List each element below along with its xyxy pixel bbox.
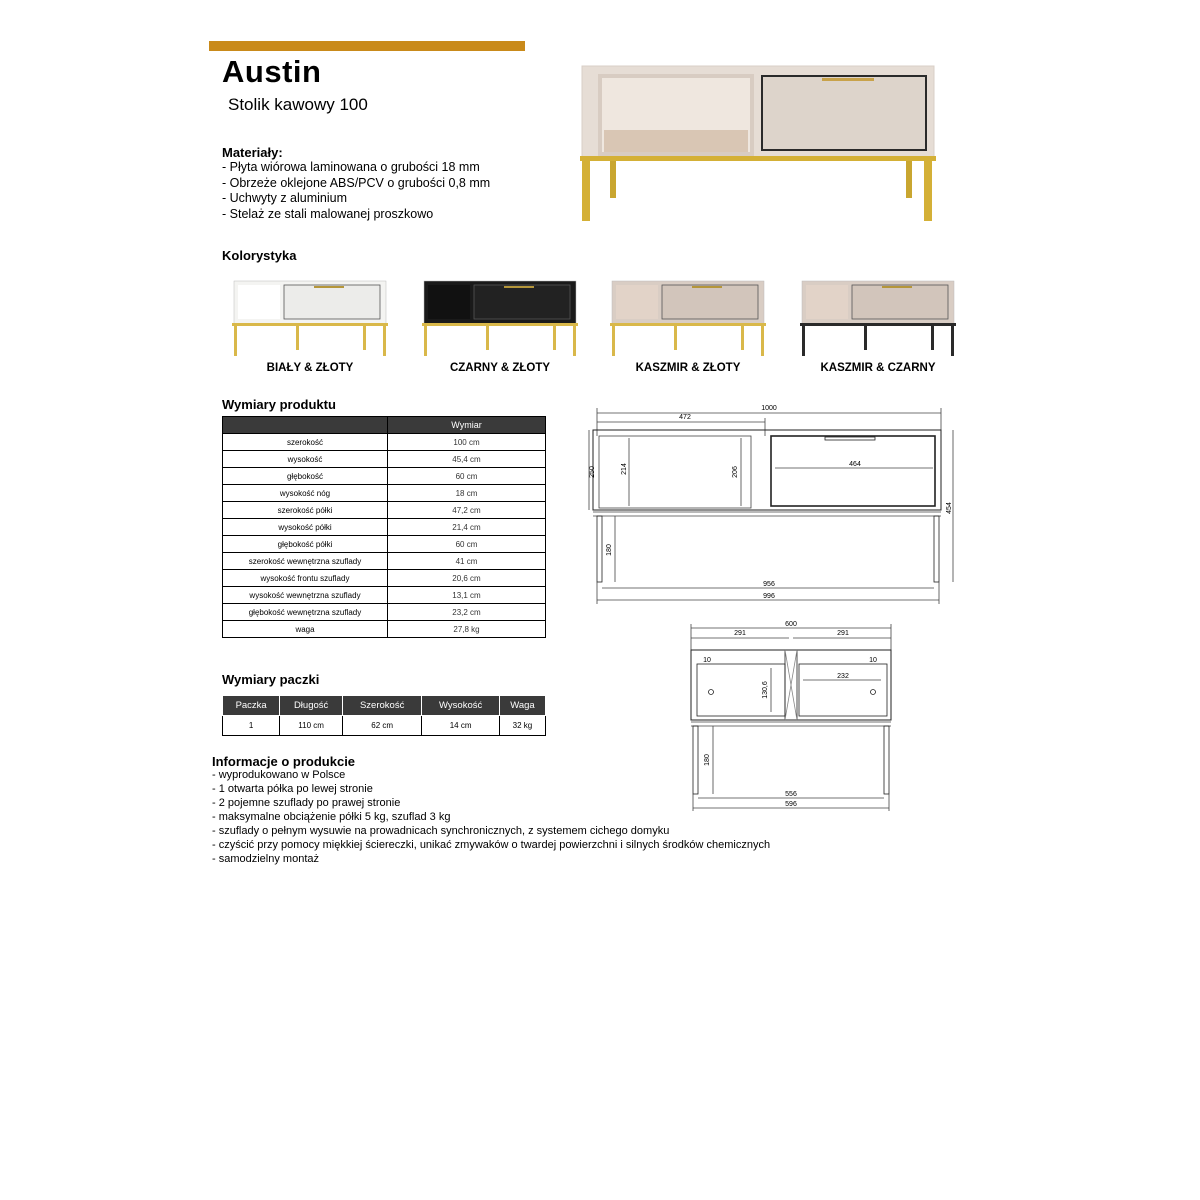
color-variant-image <box>420 275 580 357</box>
page-title: Austin <box>222 54 322 89</box>
dim-value-cell: 18 cm <box>388 485 546 502</box>
product-dims-table <box>222 416 546 638</box>
color-variant-label: BIAŁY & ZŁOTY <box>266 362 354 374</box>
materials-list <box>222 160 490 222</box>
accent-bar <box>209 41 525 51</box>
pkg-cell: 110 cm <box>280 716 343 736</box>
dim-drawer-width: 464 <box>849 461 861 468</box>
table-row <box>223 485 546 502</box>
dim-label-cell: głębokość wewnętrzna szuflady <box>223 604 388 621</box>
info-item: - 1 otwarta półka po lewej stronie <box>212 783 373 795</box>
pkg-header-width: Szerokość <box>342 696 421 716</box>
pkg-header-length: Długość <box>280 696 343 716</box>
dim-label-cell: waga <box>223 621 388 638</box>
table-row <box>223 604 546 621</box>
dim-value-cell: 13,1 cm <box>388 587 546 604</box>
dim-depth: 600 <box>785 621 797 628</box>
pkg-header-package: Paczka <box>223 696 280 716</box>
info-item: - wyprodukowano w Polsce <box>212 769 346 781</box>
dim-gap-left: 10 <box>703 657 711 664</box>
colors-heading: Kolorystyka <box>222 248 297 263</box>
dim-body-height: 250 <box>589 466 596 478</box>
color-variant-image <box>798 275 958 357</box>
table-header-value: Wymiar <box>388 417 546 434</box>
dim-label-cell: wysokość nóg <box>223 485 388 502</box>
info-item: - 2 pojemne szuflady po prawej stronie <box>212 797 401 809</box>
dim-drawer-depth: 232 <box>837 673 849 680</box>
info-heading: Informacje o produkcie <box>212 754 356 769</box>
dim-value-cell: 100 cm <box>388 434 546 451</box>
pkg-cell: 32 kg <box>499 716 545 736</box>
dim-leg-height-side: 180 <box>704 754 711 766</box>
dim-value-cell: 23,2 cm <box>388 604 546 621</box>
info-item: - samodzielny montaż <box>212 853 319 865</box>
dim-label-cell: wysokość <box>223 451 388 468</box>
dim-inner-leg-span: 956 <box>763 581 775 588</box>
dim-value-cell: 47,2 cm <box>388 502 546 519</box>
dim-outer-leg-span: 996 <box>763 593 775 600</box>
pkg-cell: 62 cm <box>342 716 421 736</box>
dim-value-cell: 21,4 cm <box>388 519 546 536</box>
product-dims-heading: Wymiary produktu <box>222 397 336 412</box>
pkg-header-weight: Waga <box>499 696 545 716</box>
dim-value-cell: 60 cm <box>388 468 546 485</box>
dim-label-cell: szerokość półki <box>223 502 388 519</box>
info-item: - maksymalne obciążenie półki 5 kg, szuflad 3 kg <box>212 811 451 823</box>
dim-label-cell: szerokość <box>223 434 388 451</box>
dim-drawer-height-side: 130,6 <box>762 681 769 699</box>
table-row <box>223 519 546 536</box>
table-row <box>223 587 546 604</box>
dim-label-cell: wysokość wewnętrzna szuflady <box>223 587 388 604</box>
table-row <box>223 553 546 570</box>
dim-outer-leg-span-side: 596 <box>785 801 797 808</box>
dim-half-right: 291 <box>837 630 849 637</box>
dim-half-left: 291 <box>734 630 746 637</box>
table-row <box>223 451 546 468</box>
dim-value-cell: 20,6 cm <box>388 570 546 587</box>
package-dims-heading: Wymiary paczki <box>222 672 320 687</box>
dim-value-cell: 45,4 cm <box>388 451 546 468</box>
color-variant-image <box>230 275 390 357</box>
materials-heading: Materiały: <box>222 145 283 160</box>
dim-shelf-width: 472 <box>679 414 691 421</box>
dim-inner-leg-span-side: 556 <box>785 791 797 798</box>
table-header-empty <box>223 417 388 434</box>
info-item: - czyścić przy pomocy miękkiej ściereczki, unikać zmywaków o twardej powierzchni i silnych środków chemicznych <box>212 839 771 851</box>
product-hero-image <box>578 64 938 224</box>
pkg-cell: 1 <box>223 716 280 736</box>
dim-label-cell: szerokość wewnętrzna szuflady <box>223 553 388 570</box>
table-row <box>223 570 546 587</box>
page-subtitle: Stolik kawowy 100 <box>228 95 368 114</box>
dim-gap-right: 10 <box>869 657 877 664</box>
materials-item: - Stelaż ze stali malowanej proszkowo <box>222 206 434 221</box>
color-variant-label: CZARNY & ZŁOTY <box>449 362 551 374</box>
materials-item: - Uchwyty z aluminium <box>222 191 348 205</box>
table-row <box>223 502 546 519</box>
pkg-cell: 14 cm <box>422 716 500 736</box>
dim-label-cell: głębokość półki <box>223 536 388 553</box>
table-row <box>223 468 546 485</box>
dim-total-width: 1000 <box>761 405 777 412</box>
color-variant-label: KASZMIR & CZARNY <box>820 362 936 374</box>
color-variant-image <box>608 275 768 357</box>
table-row <box>223 536 546 553</box>
pkg-header-height: Wysokość <box>422 696 500 716</box>
dim-leg-height: 180 <box>606 544 613 556</box>
dim-label-cell: wysokość półki <box>223 519 388 536</box>
table-row <box>223 621 546 638</box>
dim-height-total: 454 <box>946 502 953 514</box>
dim-value-cell: 27,8 kg <box>388 621 546 638</box>
table-row <box>223 716 546 736</box>
package-dims-table <box>222 695 546 736</box>
dim-label-cell: wysokość frontu szuflady <box>223 570 388 587</box>
dim-shelf-height: 214 <box>621 463 628 475</box>
dim-value-cell: 60 cm <box>388 536 546 553</box>
dim-value-cell: 41 cm <box>388 553 546 570</box>
info-item: - szuflady o pełnym wysuwie na prowadnicach synchronicznych, z systemem cichego domyku <box>212 825 670 837</box>
table-row <box>223 434 546 451</box>
side-technical-drawing <box>685 616 895 812</box>
materials-item: - Obrzeże oklejone ABS/PCV o grubości 0,8 mm <box>222 175 491 190</box>
color-variant-label: KASZMIR & ZŁOTY <box>635 362 741 374</box>
materials-item: - Płyta wiórowa laminowana o grubości 18 mm <box>222 160 480 174</box>
dim-label-cell: głębokość <box>223 468 388 485</box>
dim-drawer-height: 206 <box>732 466 739 478</box>
front-technical-drawing <box>585 400 960 605</box>
